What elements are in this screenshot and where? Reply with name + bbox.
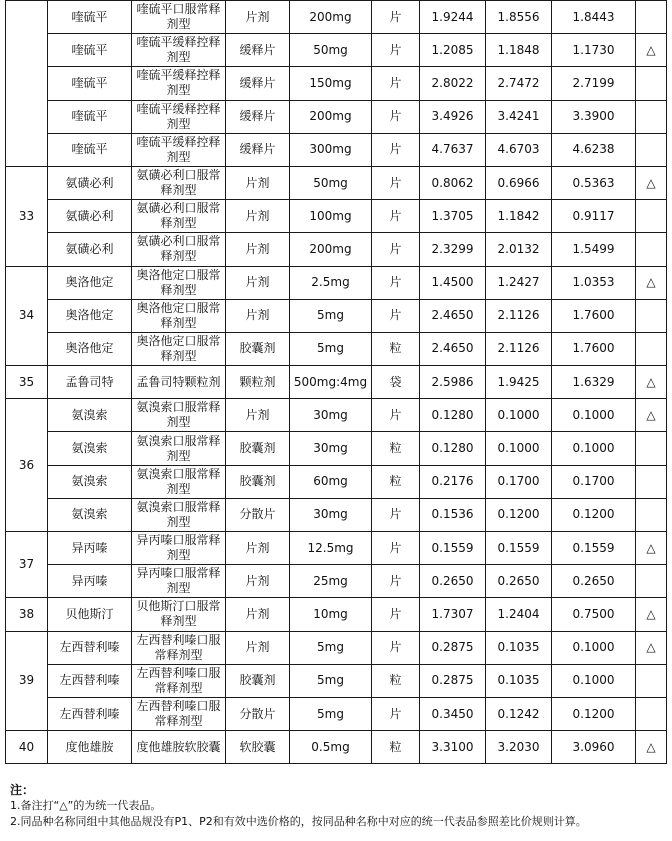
price-p2-cell: 3.2030 xyxy=(486,731,552,764)
table-row xyxy=(6,631,667,664)
dosage-type-cell: 片剂 xyxy=(226,1,290,34)
spec-cell: 12.5mg xyxy=(290,532,372,565)
price-p1-cell: 2.4650 xyxy=(420,332,486,365)
table-row xyxy=(6,366,667,399)
dosage-form-group-cell: 氨磺必利口服常释剂型 xyxy=(132,200,226,233)
note-item-2: 2.同品种名称同组中其他品规没有P1、P2和有效中选价格的，按同品种名称中对应的统一代表品参照差比价规则计算。 xyxy=(10,815,587,828)
spec-cell: 60mg xyxy=(290,465,372,498)
spec-cell: 30mg xyxy=(290,498,372,531)
price-p3-cell: 0.1000 xyxy=(552,664,636,697)
spec-cell: 50mg xyxy=(290,34,372,67)
price-p3-cell: 3.3900 xyxy=(552,100,636,133)
table-row xyxy=(6,565,667,598)
drug-name-cell: 氨溴索 xyxy=(48,498,132,531)
table-row xyxy=(6,299,667,332)
price-p1-cell: 0.8062 xyxy=(420,166,486,199)
price-p2-cell: 0.1000 xyxy=(486,399,552,432)
unit-cell: 片 xyxy=(372,233,420,266)
drug-name-cell: 氨溴索 xyxy=(48,465,132,498)
drug-name-cell: 异丙嗪 xyxy=(48,532,132,565)
price-p1-cell: 0.2875 xyxy=(420,631,486,664)
price-p2-cell: 1.2427 xyxy=(486,266,552,299)
dosage-type-cell: 片剂 xyxy=(226,233,290,266)
table-row xyxy=(6,67,667,100)
price-p2-cell: 2.1126 xyxy=(486,332,552,365)
drug-name-cell: 氨溴索 xyxy=(48,399,132,432)
group-number-cell xyxy=(6,1,48,167)
drug-name-cell: 度他雄胺 xyxy=(48,731,132,764)
dosage-type-cell: 片剂 xyxy=(226,565,290,598)
dosage-form-group-cell: 喹硫平缓释控释剂型 xyxy=(132,67,226,100)
dosage-form-group-cell: 氨溴索口服常释剂型 xyxy=(132,465,226,498)
unit-cell: 片 xyxy=(372,200,420,233)
unit-cell: 片 xyxy=(372,34,420,67)
price-p3-cell: 0.1559 xyxy=(552,532,636,565)
representative-mark-cell xyxy=(636,1,667,34)
spec-cell: 150mg xyxy=(290,67,372,100)
dosage-form-group-cell: 左西替利嗪口服常释剂型 xyxy=(132,631,226,664)
spec-cell: 50mg xyxy=(290,166,372,199)
spec-cell: 200mg xyxy=(290,100,372,133)
table-row xyxy=(6,532,667,565)
dosage-form-group-cell: 喹硫平口服常释剂型 xyxy=(132,1,226,34)
dosage-form-group-cell: 奥洛他定口服常释剂型 xyxy=(132,299,226,332)
price-p1-cell: 0.3450 xyxy=(420,697,486,730)
dosage-type-cell: 胶囊剂 xyxy=(226,465,290,498)
drug-name-cell: 左西替利嗪 xyxy=(48,631,132,664)
price-p2-cell: 0.1200 xyxy=(486,498,552,531)
note-item-1: 1.备注打“△”的为统一代表品。 xyxy=(10,799,162,812)
price-p3-cell: 1.6329 xyxy=(552,366,636,399)
table-row xyxy=(6,697,667,730)
representative-mark-cell xyxy=(636,465,667,498)
price-p1-cell: 3.3100 xyxy=(420,731,486,764)
drug-name-cell: 贝他斯汀 xyxy=(48,598,132,631)
unit-cell: 片 xyxy=(372,266,420,299)
dosage-form-group-cell: 喹硫平缓释控释剂型 xyxy=(132,100,226,133)
spec-cell: 5mg xyxy=(290,697,372,730)
dosage-type-cell: 片剂 xyxy=(226,299,290,332)
unit-cell: 片 xyxy=(372,299,420,332)
dosage-type-cell: 胶囊剂 xyxy=(226,332,290,365)
dosage-type-cell: 缓释片 xyxy=(226,100,290,133)
dosage-type-cell: 胶囊剂 xyxy=(226,664,290,697)
price-p2-cell: 0.1700 xyxy=(486,465,552,498)
table-row xyxy=(6,133,667,166)
table-row xyxy=(6,1,667,34)
representative-mark-cell: △ xyxy=(636,366,667,399)
price-p2-cell: 1.1842 xyxy=(486,200,552,233)
spec-cell: 300mg xyxy=(290,133,372,166)
representative-mark-cell xyxy=(636,100,667,133)
price-p3-cell: 4.6238 xyxy=(552,133,636,166)
spec-cell: 100mg xyxy=(290,200,372,233)
table-row xyxy=(6,664,667,697)
price-p2-cell: 2.1126 xyxy=(486,299,552,332)
unit-cell: 片 xyxy=(372,166,420,199)
drug-name-cell: 孟鲁司特 xyxy=(48,366,132,399)
dosage-form-group-cell: 度他雄胺软胶囊 xyxy=(132,731,226,764)
price-p2-cell: 1.9425 xyxy=(486,366,552,399)
representative-mark-cell: △ xyxy=(636,598,667,631)
price-p3-cell: 0.1200 xyxy=(552,498,636,531)
dosage-form-group-cell: 异丙嗪口服常释剂型 xyxy=(132,565,226,598)
group-number-cell: 40 xyxy=(6,731,48,764)
spec-cell: 2.5mg xyxy=(290,266,372,299)
drug-name-cell: 氨磺必利 xyxy=(48,200,132,233)
representative-mark-cell xyxy=(636,233,667,266)
dosage-form-group-cell: 喹硫平缓释控释剂型 xyxy=(132,34,226,67)
price-p3-cell: 0.1000 xyxy=(552,631,636,664)
price-p1-cell: 2.3299 xyxy=(420,233,486,266)
unit-cell: 片 xyxy=(372,498,420,531)
representative-mark-cell xyxy=(636,697,667,730)
price-p1-cell: 2.4650 xyxy=(420,299,486,332)
price-p1-cell: 0.2176 xyxy=(420,465,486,498)
representative-mark-cell xyxy=(636,498,667,531)
price-p1-cell: 0.1536 xyxy=(420,498,486,531)
dosage-type-cell: 胶囊剂 xyxy=(226,432,290,465)
dosage-type-cell: 片剂 xyxy=(226,532,290,565)
representative-mark-cell xyxy=(636,565,667,598)
price-p2-cell: 0.1000 xyxy=(486,432,552,465)
spec-cell: 30mg xyxy=(290,399,372,432)
unit-cell: 片 xyxy=(372,697,420,730)
unit-cell: 片 xyxy=(372,1,420,34)
dosage-form-group-cell: 喹硫平缓释控释剂型 xyxy=(132,133,226,166)
price-p1-cell: 1.3705 xyxy=(420,200,486,233)
dosage-type-cell: 缓释片 xyxy=(226,34,290,67)
drug-name-cell: 喹硫平 xyxy=(48,67,132,100)
drug-name-cell: 奥洛他定 xyxy=(48,332,132,365)
price-p3-cell: 1.7600 xyxy=(552,299,636,332)
price-p1-cell: 0.1280 xyxy=(420,432,486,465)
group-number-cell: 36 xyxy=(6,399,48,532)
price-p1-cell: 4.7637 xyxy=(420,133,486,166)
unit-cell: 片 xyxy=(372,532,420,565)
unit-cell: 粒 xyxy=(372,465,420,498)
spec-cell: 25mg xyxy=(290,565,372,598)
drug-name-cell: 喹硫平 xyxy=(48,100,132,133)
notes-section xyxy=(10,782,587,830)
price-p2-cell: 4.6703 xyxy=(486,133,552,166)
dosage-type-cell: 片剂 xyxy=(226,266,290,299)
price-p3-cell: 3.0960 xyxy=(552,731,636,764)
dosage-form-group-cell: 孟鲁司特颗粒剂 xyxy=(132,366,226,399)
unit-cell: 片 xyxy=(372,565,420,598)
representative-mark-cell xyxy=(636,200,667,233)
price-p3-cell: 1.8443 xyxy=(552,1,636,34)
drug-name-cell: 奥洛他定 xyxy=(48,266,132,299)
price-p1-cell: 0.1559 xyxy=(420,532,486,565)
table-row xyxy=(6,332,667,365)
drug-name-cell: 左西替利嗪 xyxy=(48,664,132,697)
spec-cell: 10mg xyxy=(290,598,372,631)
price-p1-cell: 1.4500 xyxy=(420,266,486,299)
spec-cell: 5mg xyxy=(290,299,372,332)
dosage-type-cell: 缓释片 xyxy=(226,67,290,100)
dosage-type-cell: 片剂 xyxy=(226,166,290,199)
representative-mark-cell xyxy=(636,67,667,100)
price-p1-cell: 1.2085 xyxy=(420,34,486,67)
price-p2-cell: 1.8556 xyxy=(486,1,552,34)
representative-mark-cell: △ xyxy=(636,532,667,565)
price-p1-cell: 0.1280 xyxy=(420,399,486,432)
dosage-type-cell: 颗粒剂 xyxy=(226,366,290,399)
dosage-form-group-cell: 左西替利嗪口服常释剂型 xyxy=(132,697,226,730)
drug-name-cell: 氨磺必利 xyxy=(48,166,132,199)
unit-cell: 片 xyxy=(372,100,420,133)
price-p1-cell: 2.5986 xyxy=(420,366,486,399)
dosage-form-group-cell: 氨溴索口服常释剂型 xyxy=(132,432,226,465)
dosage-form-group-cell: 左西替利嗪口服常释剂型 xyxy=(132,664,226,697)
table-row xyxy=(6,166,667,199)
table-row xyxy=(6,598,667,631)
representative-mark-cell xyxy=(636,133,667,166)
price-p1-cell: 2.8022 xyxy=(420,67,486,100)
dosage-type-cell: 片剂 xyxy=(226,631,290,664)
group-number-cell: 33 xyxy=(6,166,48,266)
dosage-form-group-cell: 奥洛他定口服常释剂型 xyxy=(132,332,226,365)
spec-cell: 200mg xyxy=(290,233,372,266)
dosage-form-group-cell: 异丙嗪口服常释剂型 xyxy=(132,532,226,565)
price-p2-cell: 2.7472 xyxy=(486,67,552,100)
table-row xyxy=(6,266,667,299)
drug-name-cell: 喹硫平 xyxy=(48,1,132,34)
representative-mark-cell: △ xyxy=(636,166,667,199)
table-row xyxy=(6,34,667,67)
price-p3-cell: 2.7199 xyxy=(552,67,636,100)
drug-name-cell: 左西替利嗪 xyxy=(48,697,132,730)
unit-cell: 片 xyxy=(372,598,420,631)
group-number-cell: 39 xyxy=(6,631,48,731)
unit-cell: 粒 xyxy=(372,731,420,764)
drug-name-cell: 异丙嗪 xyxy=(48,565,132,598)
table-row xyxy=(6,432,667,465)
table-row xyxy=(6,465,667,498)
dosage-type-cell: 分散片 xyxy=(226,697,290,730)
price-p3-cell: 1.1730 xyxy=(552,34,636,67)
unit-cell: 袋 xyxy=(372,366,420,399)
spec-cell: 5mg xyxy=(290,664,372,697)
table-row xyxy=(6,399,667,432)
drug-name-cell: 喹硫平 xyxy=(48,34,132,67)
price-p2-cell: 1.2404 xyxy=(486,598,552,631)
spec-cell: 0.5mg xyxy=(290,731,372,764)
price-p3-cell: 0.1000 xyxy=(552,399,636,432)
notes-title: 注： xyxy=(10,783,35,797)
table-body xyxy=(6,1,667,764)
representative-mark-cell xyxy=(636,664,667,697)
unit-cell: 粒 xyxy=(372,332,420,365)
price-p1-cell: 3.4926 xyxy=(420,100,486,133)
table-row xyxy=(6,200,667,233)
table-row xyxy=(6,731,667,764)
representative-mark-cell xyxy=(636,332,667,365)
price-p2-cell: 0.2650 xyxy=(486,565,552,598)
representative-mark-cell xyxy=(636,299,667,332)
price-p3-cell: 1.5499 xyxy=(552,233,636,266)
dosage-form-group-cell: 氨溴索口服常释剂型 xyxy=(132,399,226,432)
price-p1-cell: 1.9244 xyxy=(420,1,486,34)
dosage-form-group-cell: 氨磺必利口服常释剂型 xyxy=(132,233,226,266)
price-p2-cell: 2.0132 xyxy=(486,233,552,266)
price-p2-cell: 0.1242 xyxy=(486,697,552,730)
group-number-cell: 37 xyxy=(6,532,48,598)
spec-cell: 30mg xyxy=(290,432,372,465)
table-row xyxy=(6,100,667,133)
table-row xyxy=(6,498,667,531)
price-p3-cell: 0.5363 xyxy=(552,166,636,199)
price-p3-cell: 1.7600 xyxy=(552,332,636,365)
dosage-type-cell: 缓释片 xyxy=(226,133,290,166)
price-p3-cell: 0.1200 xyxy=(552,697,636,730)
drug-name-cell: 氨溴索 xyxy=(48,432,132,465)
unit-cell: 粒 xyxy=(372,432,420,465)
price-p1-cell: 0.2650 xyxy=(420,565,486,598)
representative-mark-cell: △ xyxy=(636,731,667,764)
price-p2-cell: 0.1559 xyxy=(486,532,552,565)
price-p3-cell: 1.0353 xyxy=(552,266,636,299)
price-p2-cell: 0.1035 xyxy=(486,631,552,664)
representative-mark-cell: △ xyxy=(636,34,667,67)
price-p1-cell: 1.7307 xyxy=(420,598,486,631)
price-p3-cell: 0.2650 xyxy=(552,565,636,598)
price-p2-cell: 1.1848 xyxy=(486,34,552,67)
spec-cell: 5mg xyxy=(290,631,372,664)
spec-cell: 5mg xyxy=(290,332,372,365)
group-number-cell: 38 xyxy=(6,598,48,631)
price-p3-cell: 0.1000 xyxy=(552,432,636,465)
price-p2-cell: 0.1035 xyxy=(486,664,552,697)
drug-name-cell: 喹硫平 xyxy=(48,133,132,166)
price-p3-cell: 0.9117 xyxy=(552,200,636,233)
unit-cell: 片 xyxy=(372,631,420,664)
representative-mark-cell: △ xyxy=(636,631,667,664)
spec-cell: 500mg:4mg xyxy=(290,366,372,399)
dosage-form-group-cell: 氨溴索口服常释剂型 xyxy=(132,498,226,531)
dosage-type-cell: 分散片 xyxy=(226,498,290,531)
representative-mark-cell: △ xyxy=(636,266,667,299)
price-p1-cell: 0.2875 xyxy=(420,664,486,697)
drug-name-cell: 奥洛他定 xyxy=(48,299,132,332)
spec-cell: 200mg xyxy=(290,1,372,34)
group-number-cell: 35 xyxy=(6,366,48,399)
dosage-form-group-cell: 氨磺必利口服常释剂型 xyxy=(132,166,226,199)
dosage-form-group-cell: 贝他斯汀口服常释剂型 xyxy=(132,598,226,631)
unit-cell: 片 xyxy=(372,133,420,166)
unit-cell: 片 xyxy=(372,399,420,432)
representative-mark-cell: △ xyxy=(636,399,667,432)
unit-cell: 粒 xyxy=(372,664,420,697)
price-p3-cell: 0.1700 xyxy=(552,465,636,498)
group-number-cell: 34 xyxy=(6,266,48,366)
price-p3-cell: 0.7500 xyxy=(552,598,636,631)
dosage-type-cell: 片剂 xyxy=(226,200,290,233)
representative-mark-cell xyxy=(636,432,667,465)
dosage-form-group-cell: 奥洛他定口服常释剂型 xyxy=(132,266,226,299)
dosage-type-cell: 片剂 xyxy=(226,598,290,631)
dosage-type-cell: 软胶囊 xyxy=(226,731,290,764)
drug-price-table xyxy=(5,0,667,764)
table-row xyxy=(6,233,667,266)
drug-name-cell: 氨磺必利 xyxy=(48,233,132,266)
price-p2-cell: 3.4241 xyxy=(486,100,552,133)
unit-cell: 片 xyxy=(372,67,420,100)
dosage-type-cell: 片剂 xyxy=(226,399,290,432)
price-p2-cell: 0.6966 xyxy=(486,166,552,199)
